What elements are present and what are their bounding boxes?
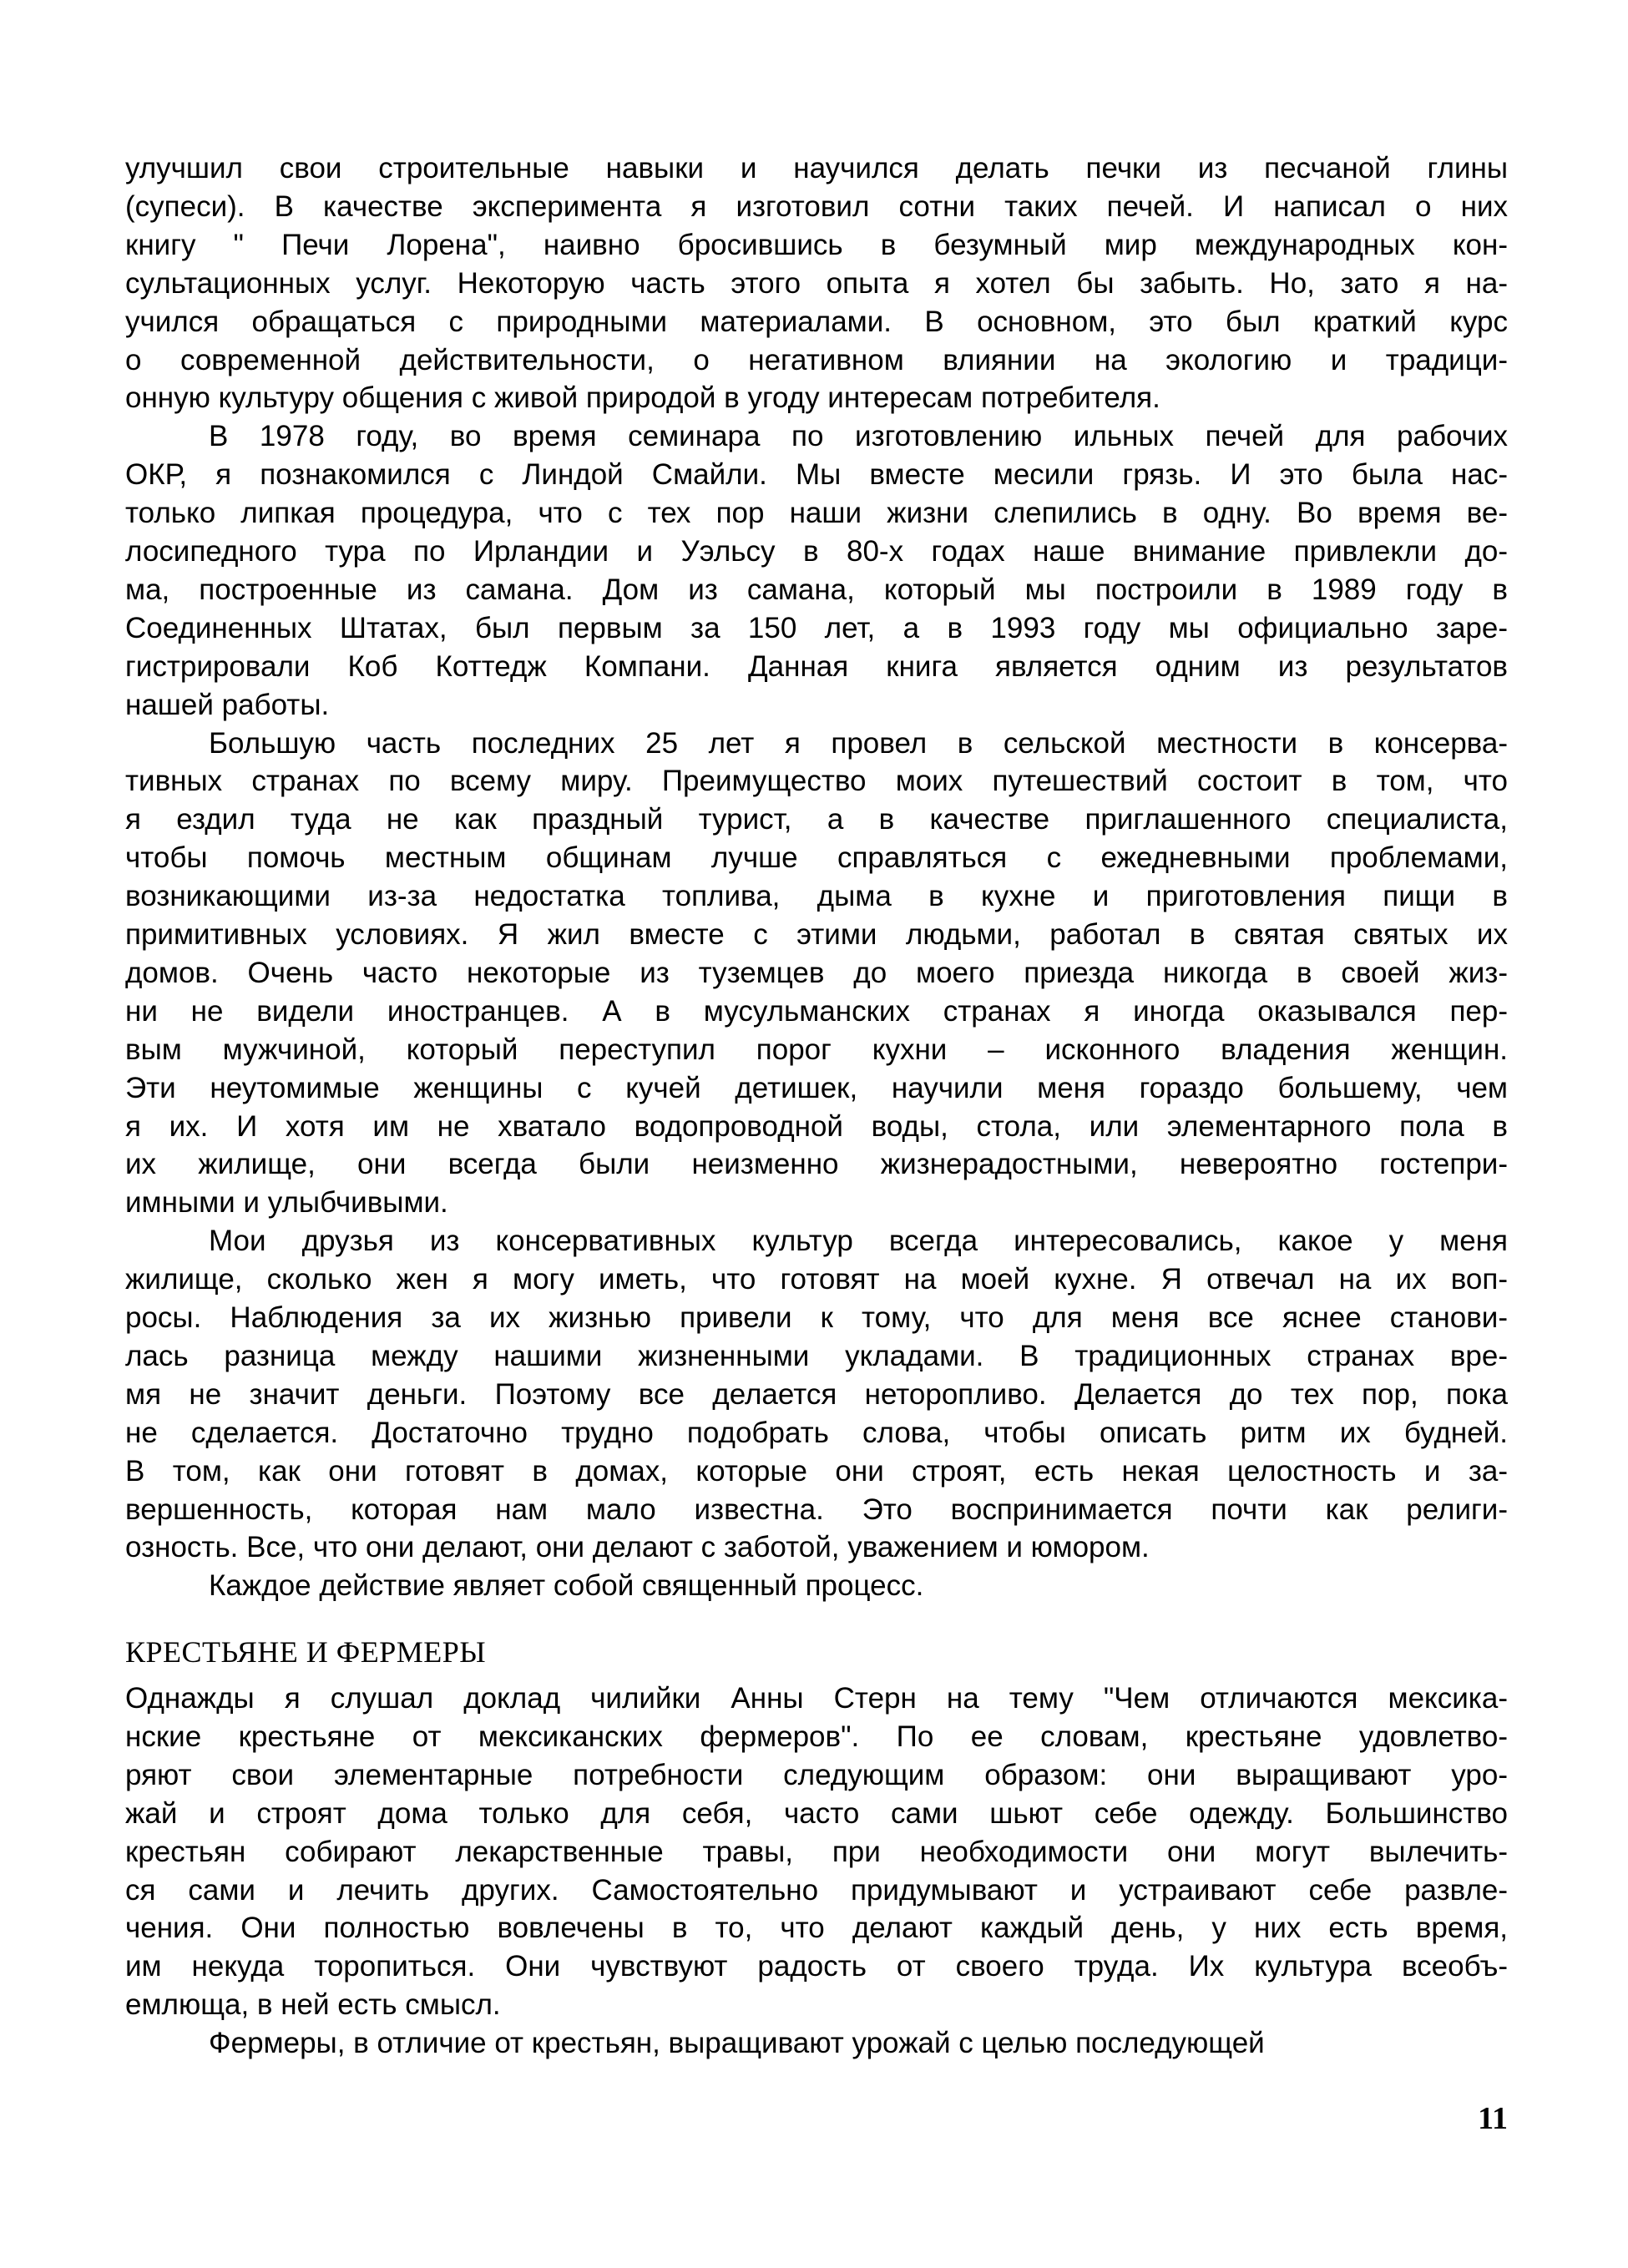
- text-line: имными и улыбчивыми.: [125, 1186, 448, 1220]
- text-line: тивных странах по всему миру. Преимущество моих путешествий состоит в том, что: [125, 765, 1508, 798]
- text-line: озность. Все, что они делают, они делают с заботой, уважением и юмором.: [125, 1531, 1150, 1564]
- text-line: Фермеры, в отличие от крестьян, выращивают урожай с целью последующей: [209, 2027, 1265, 2060]
- text-line: лась разница между нашими жизненными укладами. В традиционных странах вре-: [125, 1339, 1508, 1372]
- text-line: только липкая процедура, что с тех пор наши жизни слепились в одну. Во время ве-: [125, 497, 1508, 530]
- text-line: их жилище, они всегда были неизменно жизнерадостными, невероятно гостепри-: [125, 1148, 1508, 1181]
- text-line: лосипедного тура по Ирландии и Уэльсу в 80-х годах наше внимание привлекли до-: [125, 535, 1508, 568]
- text-line: домов. Очень часто некоторые из туземцев до моего приезда никогда в своей жиз-: [125, 956, 1508, 989]
- text-line: о современной действительности, о негативном влиянии на экологию и традици-: [125, 343, 1508, 376]
- text-line: (супеси). В качестве эксперимента я изготовил сотни таких печей. И написал о них: [125, 189, 1508, 223]
- text-line: Эти неутомимые женщины с кучей детишек, научили меня гораздо большему, чем: [125, 1071, 1508, 1104]
- text-line: возникающими из-за недостатка топлива, дыма в кухне и приготовления пищи в: [125, 880, 1508, 913]
- text-line: жилище, сколько жен я могу иметь, что готовят на моей кухне. Я отвечал на их воп-: [125, 1263, 1508, 1296]
- text-line: я ездил туда не как праздный турист, а в качестве приглашенного специалиста,: [125, 803, 1508, 836]
- text-line: не сделается. Достаточно трудно подобрать слова, чтобы описать ритм их будней.: [125, 1416, 1508, 1449]
- page-number: 11: [1478, 2101, 1508, 2136]
- text-line: жай и строят дома только для себя, часто сами шьют себе одежду. Большинство: [125, 1796, 1508, 1830]
- text-line: чтобы помочь местным общинам лучше справляться с ежедневными проблемами,: [125, 841, 1508, 875]
- text-line: книгу " Печи Лорена", наивно бросившись в безумный мир международных кон-: [125, 228, 1508, 261]
- text-line: вершенность, которая нам мало известна. Это воспринимается почти как религи-: [125, 1493, 1508, 1526]
- section-heading: КРЕСТЬЯНЕ И ФЕРМЕРЫ: [125, 1635, 487, 1669]
- text-line: примитивных условиях. Я жил вместе с этими людьми, работал в святая святых их: [125, 918, 1508, 951]
- text-line: Соединенных Штатах, был первым за 150 лет, а в 1993 году мы официально заре-: [125, 611, 1508, 644]
- text-line: гистрировали Коб Коттедж Компани. Данная книга является одним из результатов: [125, 649, 1508, 683]
- text-line: В 1978 году, во время семинара по изготовлению ильных печей для рабочих: [209, 420, 1508, 453]
- text-line: ряют свои элементарные потребности следующим образом: они выращивают уро-: [125, 1758, 1508, 1791]
- text-line: крестьян собирают лекарственные травы, при необходимости они могут вылечить-: [125, 1835, 1508, 1868]
- text-line: Однажды я слушал доклад чилийки Анны Стерн на тему "Чем отличаются мексика-: [125, 1682, 1508, 1715]
- text-line: Каждое действие являет собой священный процесс.: [209, 1569, 924, 1603]
- text-line: нашей работы.: [125, 688, 330, 721]
- text-line: Большую часть последних 25 лет я провел в сельской местности в консерва-: [209, 726, 1508, 760]
- text-line: улучшил свои строительные навыки и научился делать печки из песчаной глины: [125, 152, 1508, 184]
- text-line: ни не видели иностранцев. А в мусульманских странах я иногда оказывался пер-: [125, 994, 1508, 1028]
- text-line: росы. Наблюдения за их жизнью привели к тому, что для меня все яснее станови-: [125, 1301, 1508, 1334]
- text-line: сультационных услуг. Некоторую часть этого опыта я хотел бы забыть. Но, зато я на-: [125, 266, 1508, 300]
- text-line: ОКР, я познакомился с Линдой Смайли. Мы вместе месили грязь. И это была нас-: [125, 458, 1508, 492]
- text-line: мя не значит деньги. Поэтому все делается неторопливо. Делается до тех пор, пока: [125, 1377, 1508, 1411]
- text-line: чения. Они полностью вовлечены в то, что делают каждый день, у них есть время,: [125, 1912, 1508, 1945]
- text-line: емлюща, в ней есть смысл.: [125, 1988, 501, 2022]
- text-line: ма, построенные из самана. Дом из самана, который мы построили в 1989 году в: [125, 573, 1508, 606]
- text-line: Мои друзья из консервативных культур всегда интересовались, какое у меня: [209, 1225, 1508, 1258]
- text-line: я их. И хотя им не хватало водопроводной воды, стола, или элементарного пола в: [125, 1109, 1508, 1143]
- text-line: ся сами и лечить других. Самостоятельно придумывают и устраивают себе развле-: [125, 1873, 1508, 1907]
- text-line: вым мужчиной, который переступил порог кухни – исконного владения женщин.: [125, 1033, 1508, 1066]
- text-line: учился обращаться с природными материалами. В основном, это был краткий курс: [125, 305, 1508, 338]
- text-line: нские крестьяне от мексиканских фермеров". По ее словам, крестьяне удовлетво-: [125, 1720, 1508, 1753]
- text-line: онную культуру общения с живой природой в угоду интересам потребителя.: [125, 381, 1160, 415]
- text-line: В том, как они готовят в домах, которые они строят, есть некая целостность и за-: [125, 1454, 1508, 1488]
- text-line: им некуда торопиться. Они чувствуют радость от своего труда. Их культура всеобъ-: [125, 1950, 1508, 1983]
